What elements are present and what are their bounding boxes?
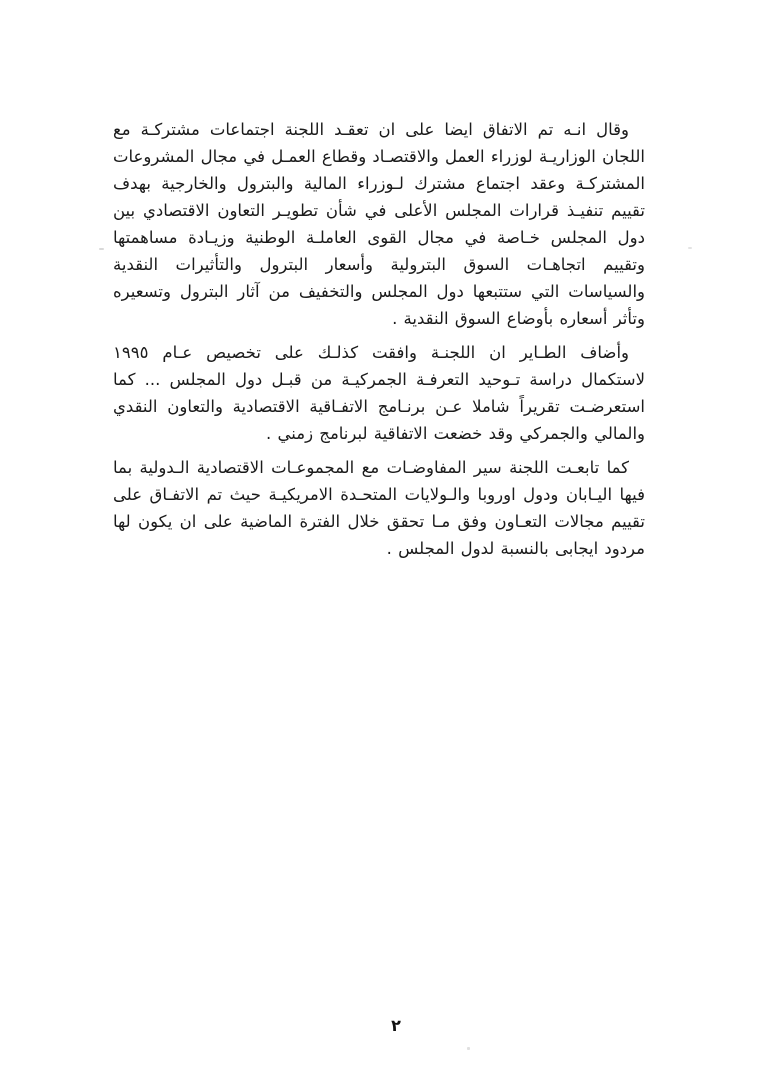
page-number: ٢ xyxy=(391,1016,401,1035)
scan-artifact xyxy=(688,247,692,249)
paragraph-international-negotiations: كما تابعـت اللجنة سير المفاوضـات مع المجموعـات الاقتصادية الـدولية بما فيها اليـابان ودول اوروبا والـولايات المتحـدة الامريكيـة حيث تم الاتفـاق على تقييم مجالات التعـاون وفق مـا تحقق خلال الفترة الماضية على ان يكون لها مردود ايجابى بالنسبة لدول المجلس . xyxy=(113,458,645,558)
scan-artifact xyxy=(467,1047,470,1050)
body-text xyxy=(113,116,645,562)
paragraph-joint-committee-meetings: وقال انـه تم الاتفاق ايضا على ان تعقـد اللجنة اجتماعات مشتركـة مع اللجان الوزاريـة لوزراء العمل والاقتصـاد وقطاع العمـل في مجال المشروعات المشتركـة وعقد اجتماع مشترك لـوزراء المالية والبترول والخارجية بهدف تقييم تنفيـذ قرارات المجلس الأعلى في شأن تطويـر التعاون الاقتصادي بين دول المجلس خـاصة في مجال القوى العاملـة الوطنية وزيـادة مساهمتها وتقييم اتجاهـات السوق البترولية وأسعار البترول والتأثيرات النقدية والسياسات التي ستتبعها دول المجلس والتخفيف من آثار البترول وتسعيره وتأثر أسعاره بأوضاع السوق النقدية . xyxy=(113,120,645,328)
scan-artifact xyxy=(99,248,104,250)
paragraph-tariff-unification-1995: وأضاف الطـاير ان اللجنـة وافقت كذلـك على تخصيص عـام ١٩٩٥ لاستكمال دراسة تـوحيد التعرفـة الجمركيـة من قبـل دول المجلس ... كما استعرضـت تقريراً شاملا عـن برنـامج الاتفـاقية الاقتصادية والتعاون النقدي والمالي والجمركي وقد خضعت الاتفاقية لبرنامج زمني . xyxy=(113,343,645,443)
